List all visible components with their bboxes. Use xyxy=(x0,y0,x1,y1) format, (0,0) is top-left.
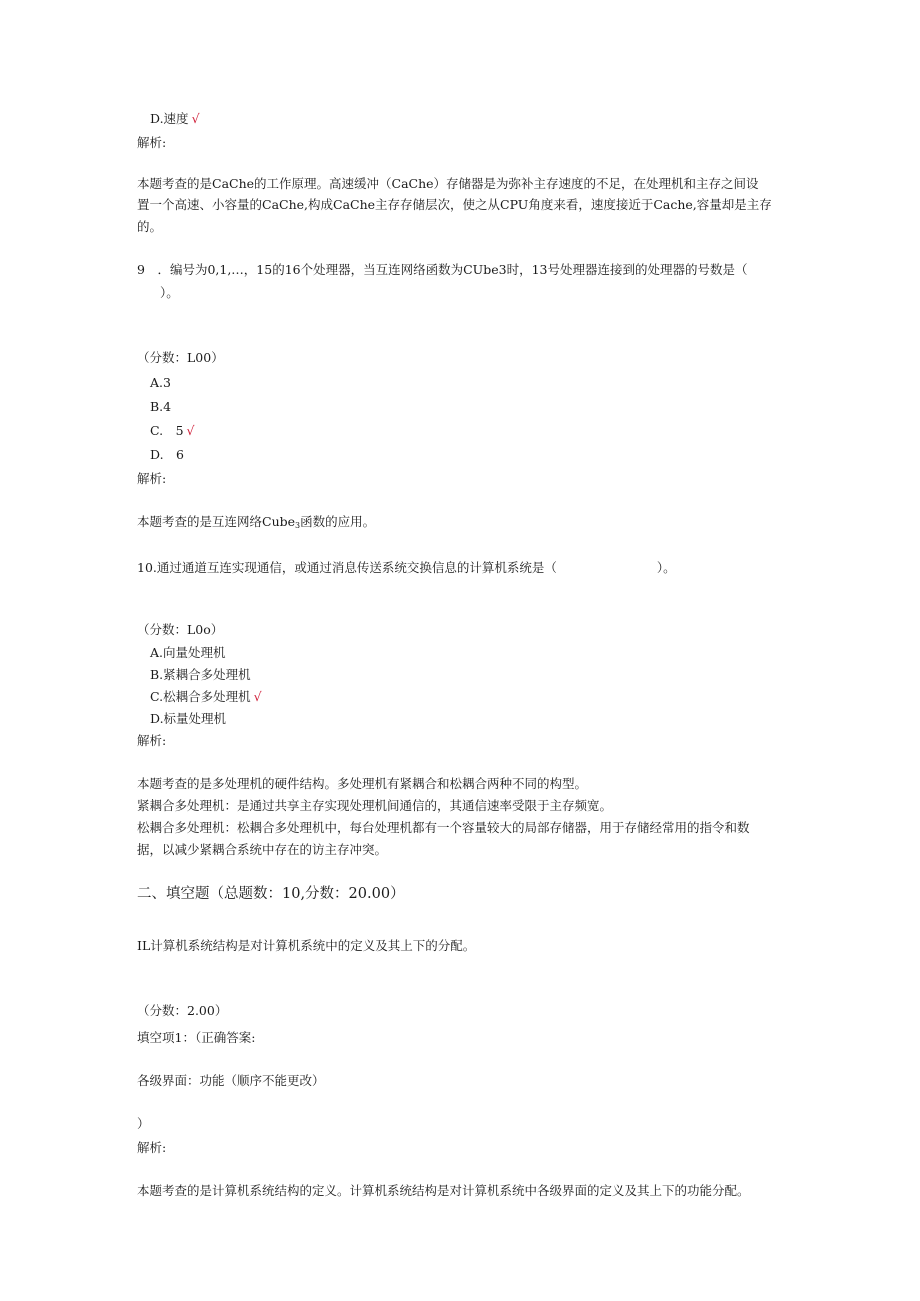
q10-analysis-label: 解析: xyxy=(137,733,167,748)
q8-option-d-text: D.速度 xyxy=(150,111,189,126)
q11-close-paren: ） xyxy=(137,1116,150,1131)
q10-option-d[interactable]: D.标量处理机 xyxy=(150,711,227,726)
q11-fill-label: 填空项1：（正确答案: xyxy=(137,1030,256,1045)
q10-analysis-line-1: 本题考查的是多处理机的硬件结构。多处理机有紧耦合和松耦合两种不同的构型。 xyxy=(137,776,588,791)
q9-stem-line-1: 9 ．编号为0,1,…，15的16个处理器，当互连网络函数为CUbe3时，13号处理器连接到的处理器的号数是（ xyxy=(137,262,748,277)
q11-score: （分数：2.00） xyxy=(137,1003,228,1018)
q10-option-c[interactable] xyxy=(150,689,262,705)
q11-answer: 各级界面：功能（顺序不能更改） xyxy=(137,1073,325,1088)
q8-analysis-line-2: 置一个高速、小容量的CaChe,构成CaChe主存存储层次，使之从CPU角度来看，速度接近于Cache,容量却是主存 xyxy=(137,197,772,212)
q8-analysis-line-1: 本题考查的是CaChe的工作原理。高速缓冲（CaChe）存储器是为弥补主存速度的不足，在处理机和主存之间设 xyxy=(137,176,759,191)
q8-option-d xyxy=(150,111,200,127)
q9-option-c-text: C. 5 xyxy=(150,423,184,438)
q10-option-a[interactable]: A.向量处理机 xyxy=(150,645,226,660)
q9-analysis-label: 解析: xyxy=(137,471,167,486)
q10-option-b[interactable]: B.紧耦合多处理机 xyxy=(150,667,251,682)
q10-score: （分数：L0o） xyxy=(137,622,224,637)
q11-analysis-label: 解析: xyxy=(137,1140,167,1155)
q9-option-b[interactable]: B.4 xyxy=(150,399,172,414)
correct-check-icon: √ xyxy=(186,423,195,438)
q10-analysis-line-4: 据，以减少紧耦合系统中存在的访主存冲突。 xyxy=(137,842,388,857)
q9-analysis-suffix: 函数的应用。 xyxy=(300,514,376,529)
q10-stem: 10.通过通道互连实现通信，或通过消息传送系统交换信息的计算机系统是（ ）。 xyxy=(137,560,676,575)
q9-score: （分数：L00） xyxy=(137,350,224,365)
q11-stem: IL计算机系统结构是对计算机系统中的定义及其上下的分配。 xyxy=(137,938,476,953)
q8-analysis-line-3: 的。 xyxy=(137,219,163,234)
q9-analysis-prefix: 本题考查的是互连网络Cube xyxy=(137,514,296,529)
q9-option-c[interactable] xyxy=(150,423,195,439)
q9-analysis-sub: 3 xyxy=(295,521,301,530)
correct-check-icon: √ xyxy=(191,111,200,126)
q9-option-d[interactable]: D. 6 xyxy=(150,447,185,462)
q9-option-a[interactable]: A.3 xyxy=(150,375,171,390)
q10-option-c-text: C.松耦合多处理机 xyxy=(150,689,251,704)
q9-stem-line-2: ）。 xyxy=(160,285,179,300)
section-2-title: 二、填空题（总题数：10,分数：20.00） xyxy=(137,886,405,902)
correct-check-icon: √ xyxy=(253,689,262,704)
q10-analysis-line-3: 松耦合多处理机：松耦合多处理机中，每台处理机都有一个容量较大的局部存储器，用于存储经常用的指令和数 xyxy=(137,820,750,835)
q9-analysis xyxy=(137,514,375,534)
q10-analysis-line-2: 紧耦合多处理机：是通过共享主存实现处理机间通信的，其通信速率受限于主存频宽。 xyxy=(137,798,613,813)
q8-analysis-label: 解析: xyxy=(137,135,167,150)
q11-analysis: 本题考查的是计算机系统结构的定义。计算机系统结构是对计算机系统中各级界面的定义及其上下的功能分配。 xyxy=(137,1183,750,1198)
